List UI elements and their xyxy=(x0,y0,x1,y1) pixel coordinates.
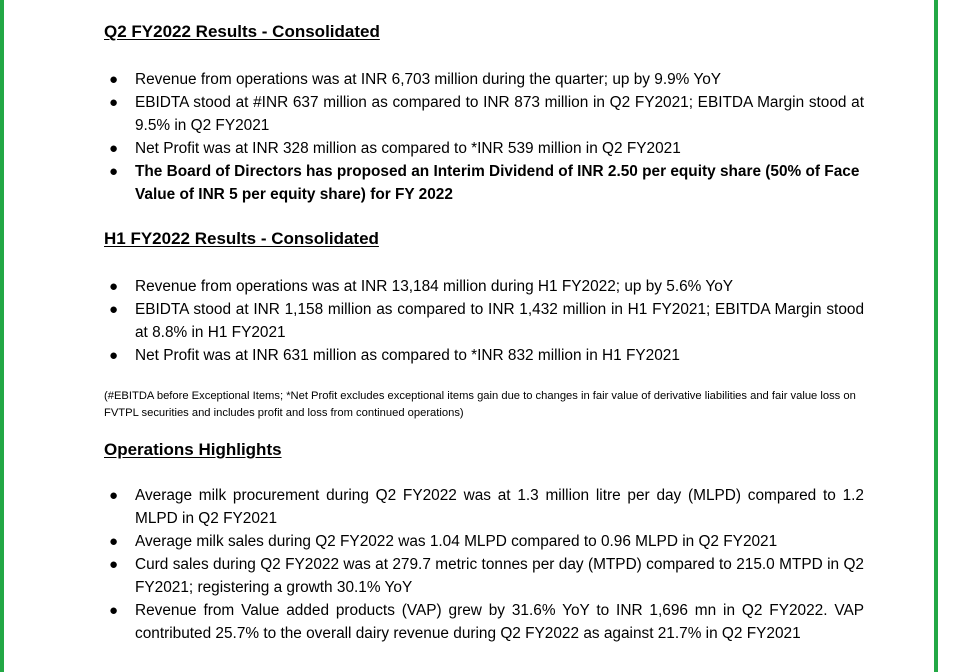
q2-results-list xyxy=(104,68,864,206)
list-item: ● Revenue from Value added products (VAP) grew by 31.6% YoY to INR 1,696 mn in Q2 FY2022. VAP contributed 25.7% to the overall dairy revenue during Q2 FY2022 as against 21.7% in Q2 FY2021 xyxy=(104,599,864,645)
bullet-icon: ● xyxy=(109,487,119,504)
bullet-icon: ● xyxy=(109,163,119,180)
operations-heading: Operations Highlights xyxy=(104,440,282,459)
footnote: (#EBITDA before Exceptional Items; *Net Profit excludes exceptional items gain due to changes in fair value of derivative liabilities and fair value loss on FVTPL securities and includes profit and loss from continued operations) xyxy=(104,390,856,419)
bullet-icon: ● xyxy=(109,347,119,364)
page-border-right xyxy=(934,0,938,672)
list-item: ● Revenue from operations was at INR 13,184 million during H1 FY2022; up by 5.6% YoY xyxy=(104,275,864,298)
bullet-icon: ● xyxy=(109,602,119,619)
operations-list xyxy=(104,484,864,645)
bullet-icon: ● xyxy=(109,71,119,88)
list-item: ● Average milk procurement during Q2 FY2022 was at 1.3 million litre per day (MLPD) compared to 1.2 MLPD in Q2 FY2021 xyxy=(104,484,864,530)
list-item: ● Revenue from operations was at INR 6,703 million during the quarter; up by 9.9% YoY xyxy=(104,68,864,91)
list-item: ● Net Profit was at INR 328 million as compared to *INR 539 million in Q2 FY2021 xyxy=(104,137,864,160)
h1-results-heading: H1 FY2022 Results - Consolidated xyxy=(104,229,379,248)
bullet-icon: ● xyxy=(109,278,119,295)
list-item: ● EBIDTA stood at INR 1,158 million as compared to INR 1,432 million in H1 FY2021; EBITDA Margin stood at 8.8% in H1 FY2021 xyxy=(104,298,864,344)
q2-results-heading: Q2 FY2022 Results - Consolidated xyxy=(104,22,380,41)
list-item: ● EBIDTA stood at #INR 637 million as compared to INR 873 million in Q2 FY2021; EBITDA Margin stood at 9.5% in Q2 FY2021 xyxy=(104,91,864,137)
list-item: ● The Board of Directors has proposed an Interim Dividend of INR 2.50 per equity share (50% of Face Value of INR 5 per equity share) for FY 2022 xyxy=(104,160,864,206)
h1-results-list xyxy=(104,275,864,367)
bullet-icon: ● xyxy=(109,301,119,318)
list-item: ● Curd sales during Q2 FY2022 was at 279.7 metric tonnes per day (MTPD) compared to 215.0 MTPD in Q2 FY2021; registering a growth 30.1% YoY xyxy=(104,553,864,599)
bullet-icon: ● xyxy=(109,556,119,573)
list-item: ● Net Profit was at INR 631 million as compared to *INR 832 million in H1 FY2021 xyxy=(104,344,864,367)
list-item: ● Average milk sales during Q2 FY2022 was 1.04 MLPD compared to 0.96 MLPD in Q2 FY2021 xyxy=(104,530,864,553)
page-border-left xyxy=(0,0,4,672)
bullet-icon: ● xyxy=(109,140,119,157)
bullet-icon: ● xyxy=(109,533,119,550)
bullet-icon: ● xyxy=(109,94,119,111)
